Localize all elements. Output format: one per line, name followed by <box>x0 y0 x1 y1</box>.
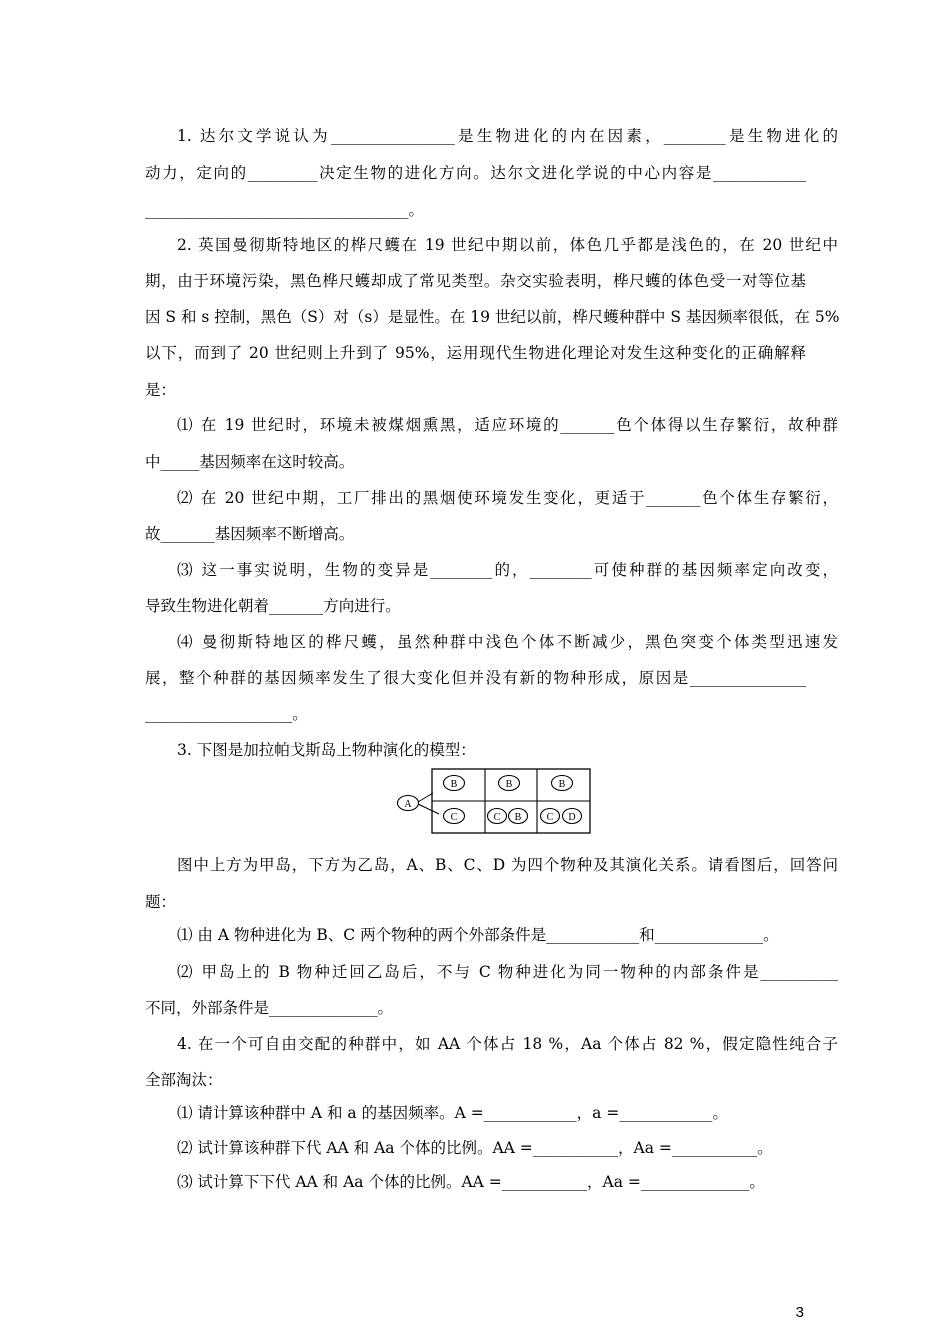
q4-sub3: ⑶ 试计算下下代 AA 和 Aa 个体的比例。AA =___________，Aa =______________。 <box>177 1173 765 1191</box>
q2-line-2: 期，由于环境污染，黑色桦尺蠖却成了常见类型。杂交实验表明，桦尺蠖的体色受一对等位基 <box>145 272 806 290</box>
bottom-cell-2-species-1: C <box>493 812 501 823</box>
top-cell-2-species-1: B <box>505 779 513 790</box>
q2-sub4-line-2: 展，整个种群的基因频率发生了很大变化但并没有新的物种形成，原因是_______________ <box>145 669 806 687</box>
q2-sub4-line-3: ___________________。 <box>145 705 308 723</box>
q2-sub3-line-2: 导致生物进化朝着_______方向进行。 <box>145 597 401 615</box>
q2-sub1-line-1: ⑴ 在 19 世纪时，环境未被煤烟熏黑，适应环境的_______色个体得以生存繁衍，故种群 <box>177 416 838 434</box>
q1-line-1: 1. 达尔文学说认为________________是生物进化的内在因素，________是生物进化的 <box>177 127 838 145</box>
q3-line-3: 题： <box>145 893 177 911</box>
bottom-cell-2-species-2: B <box>514 812 522 823</box>
q2-line-1: 2. 英国曼彻斯特地区的桦尺蠖在 19 世纪中期以前，体色几乎都是浅色的，在 20 世纪中 <box>177 236 838 254</box>
q4-sub1: ⑴ 请计算该种群中 A 和 a 的基因频率。A =____________，a =____________。 <box>177 1104 728 1122</box>
species-a-label: A <box>404 799 412 810</box>
q4-line-1: 4. 在一个可自由交配的种群中，如 AA 个体占 18 %，Aa 个体占 82 %，假定隐性纯合子 <box>177 1035 838 1053</box>
q2-sub3-line-1: ⑶ 这一事实说明，生物的变异是________的，________可使种群的基因频率定向改变， <box>177 561 838 579</box>
q2-sub1-line-2: 中_____基因频率在这时较高。 <box>145 453 355 471</box>
q2-line-4: 以下，而到了 20 世纪则上升到了 95%，运用现代生物进化理论对发生这种变化的正确解释 <box>145 344 806 362</box>
q4-sub2: ⑵ 试计算该种群下代 AA 和 Aa 个体的比例。AA =___________，Aa =___________。 <box>177 1139 773 1157</box>
page-number: 3 <box>795 1304 804 1321</box>
q1-line-2: 动力，定向的_________决定生物的进化方向。达尔文进化学说的中心内容是____________ <box>145 164 806 182</box>
q2-sub4-line-1: ⑷ 曼彻斯特地区的桦尺蠖，虽然种群中浅色个体不断减少，黑色突变个体类型迅速发 <box>177 633 838 651</box>
q2-sub2-line-1: ⑵ 在 20 世纪中期，工厂排出的黑烟使环境发生变化，更适于_______色个体生存繁衍， <box>177 489 838 507</box>
q3-line-1: 3. 下图是加拉帕戈斯岛上物种演化的模型： <box>177 741 476 759</box>
q3-sub2-line-2: 不同，外部条件是______________。 <box>145 999 394 1017</box>
bottom-cell-1-species-1: C <box>450 812 458 823</box>
top-island-species <box>444 776 573 791</box>
species-a-node <box>398 796 419 811</box>
species-evolution-figure <box>396 768 592 834</box>
bottom-cell-3-species-2: D <box>568 812 576 823</box>
top-cell-1-species-1: B <box>450 779 458 790</box>
q3-line-2: 图中上方为甲岛，下方为乙岛，A、B、C、D 为四个物种及其演化关系。请看图后，回答问 <box>177 856 838 874</box>
q4-line-2: 全部淘汰： <box>145 1071 223 1089</box>
q1-line-3: __________________________________。 <box>145 201 425 219</box>
top-cell-3-species-1: B <box>558 779 566 790</box>
q3-sub1: ⑴ 由 A 物种进化为 B、C 两个物种的两个外部条件是____________和______________。 <box>177 926 779 944</box>
q2-line-3: 因 S 和 s 控制，黑色（S）对（s）是显性。在 19 世纪以前，桦尺蠖种群中 S 基因频率很低，在 5% <box>145 308 840 326</box>
bottom-cell-3-species-1: C <box>546 812 554 823</box>
bottom-island-species <box>444 809 582 824</box>
q2-sub2-line-2: 故_______基因频率不断增高。 <box>145 525 355 543</box>
q3-sub2-line-1: ⑵ 甲岛上的 B 物种迁回乙岛后，不与 C 物种进化为同一物种的内部条件是__________ <box>177 963 838 981</box>
q2-line-5: 是： <box>145 381 177 399</box>
